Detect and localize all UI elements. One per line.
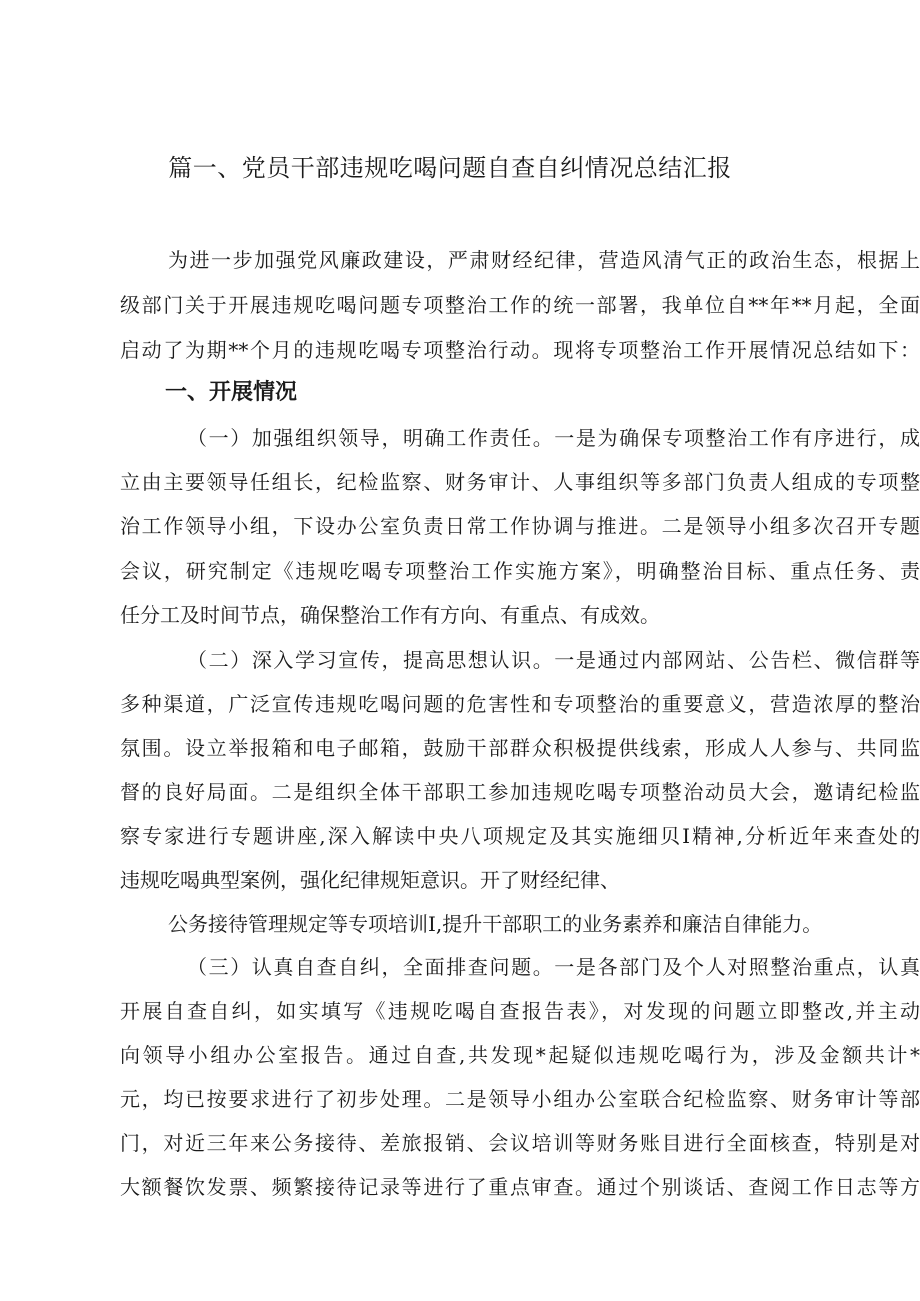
paragraph-line: 门，对近三年来公务接待、差旅报销、会议培训等财务账目进行全面核查，特别是对: [120, 1131, 920, 1155]
paragraph-line: 治工作领导小组，下设办公室负责日常工作协调与推进。二是领导小组多次召开专题: [120, 514, 920, 538]
paragraph-line: 为进一步加强党风廉政建设，严肃财经纪律，营造风清气正的政治生态，根据上: [168, 248, 920, 272]
paragraph-line: （二）深入学习宣传，提高思想认识。一是通过内部网站、公告栏、微信群等: [187, 648, 920, 672]
paragraph-line: 违规吃喝典型案例，强化纪律规矩意识。开了财经纪律、: [120, 868, 620, 892]
paragraph-line: 察专家进行专题讲座,深入解读中央八项规定及其实施细贝I精神,分析近年来查处的: [120, 824, 920, 848]
paragraph-line: 级部门关于开展违规吃喝问题专项整治工作的统一部署，我单位自**年**月起，全面: [120, 293, 920, 317]
section-heading: 一、开展情况: [165, 380, 298, 405]
paragraph-line: 任分工及时间节点，确保整治工作有方向、有重点、有成效。: [120, 603, 660, 627]
paragraph-line: 启动了为期**个月的违规吃喝专项整治行动。现将专项整治工作开展情况总结如下：: [120, 338, 920, 362]
paragraph-line: 会议，研究制定《违规吃喝专项整治工作实施方案》，明确整治目标、重点任务、责: [120, 559, 920, 583]
paragraph-line: 氛围。设立举报箱和电子邮箱，鼓励干部群众积极提供线索，形成人人参与、共同监: [120, 736, 920, 760]
document-title: 篇一、党员干部违规吃喝问题自查自纠情况总结汇报: [168, 154, 732, 182]
paragraph-line: 向领导小组办公室报告。通过自查,共发现*起疑似违规吃喝行为，涉及金额共计*: [120, 1043, 920, 1067]
paragraph-line: （一）加强组织领导，明确工作责任。一是为确保专项整治工作有序进行，成: [187, 426, 920, 450]
paragraph-line: 元，均已按要求进行了初步处理。二是领导小组办公室联合纪检监察、财务审计等部: [120, 1087, 920, 1111]
paragraph-line: 公务接待管理规定等专项培训I,提升干部职工的业务素养和廉洁自律能力。: [168, 912, 823, 936]
paragraph-line: 立由主要领导任组长，纪检监察、财务审计、人事组织等多部门负责人组成的专项整: [120, 470, 920, 494]
paragraph-line: 大额餐饮发票、频繁接待记录等进行了重点审查。通过个别谈话、查阅工作日志等方: [120, 1175, 920, 1199]
paragraph-line: （三）认真自查自纠，全面排查问题。一是各部门及个人对照整治重点，认真: [187, 955, 920, 979]
paragraph-line: 督的良好局面。二是组织全体干部职工参加违规吃喝专项整治动员大会，邀请纪检监: [120, 780, 920, 804]
paragraph-line: 开展自查自纠，如实填写《违规吃喝自查报告表》，对发现的问题立即整改,并主动: [120, 999, 920, 1023]
paragraph-line: 多种渠道，广泛宣传违规吃喝问题的危害性和专项整治的重要意义，营造浓厚的整治: [120, 692, 920, 716]
